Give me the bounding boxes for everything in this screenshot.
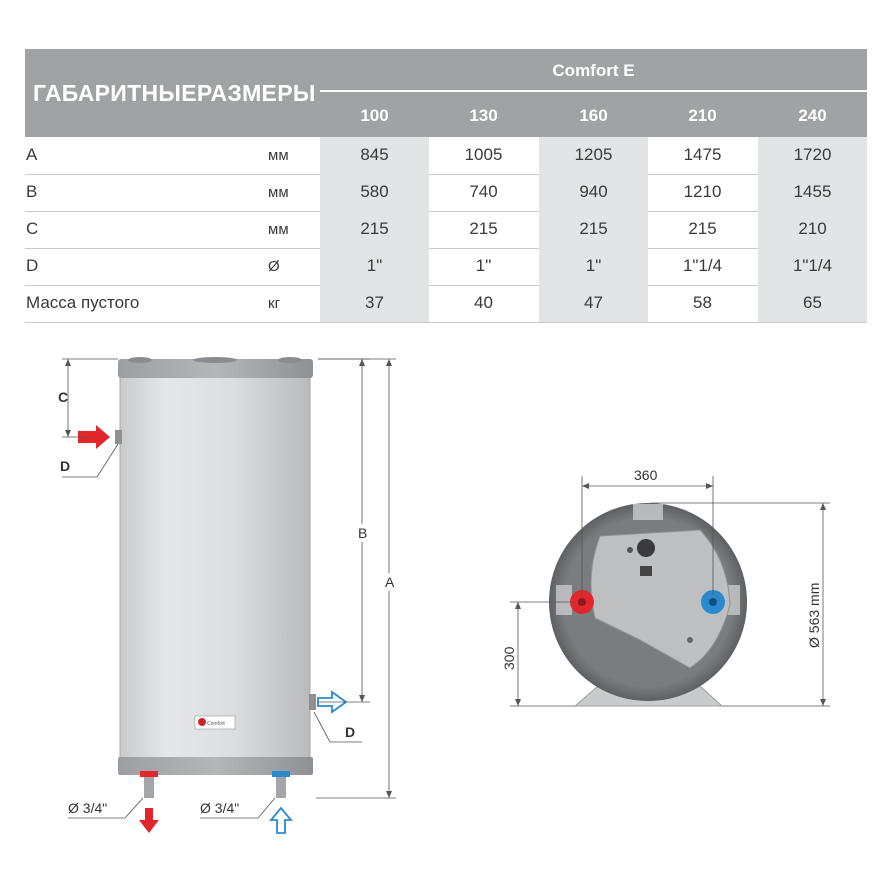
- table-cell: 210: [798, 219, 827, 238]
- pipe-right-label: Ø 3/4": [200, 800, 240, 816]
- row-label: Масса пустого: [26, 293, 140, 312]
- table-cell: 215: [360, 219, 389, 238]
- pipe-left-label: Ø 3/4": [68, 800, 108, 816]
- bottom-view: [501, 467, 830, 706]
- table-cell: 740: [469, 182, 498, 201]
- table-title: ГАБАРИТНЫЕРАЗМЕРЫ: [33, 80, 316, 106]
- tank-body: [120, 372, 310, 760]
- row-label: B: [26, 182, 38, 201]
- cold-inlet-arrow-icon: [271, 808, 291, 833]
- row-label: C: [26, 219, 39, 238]
- dim-label-diameter: Ø 563 mm: [806, 582, 822, 648]
- table-cell: 215: [579, 219, 608, 238]
- dim-label-b: B: [358, 525, 368, 541]
- side-view: [58, 357, 397, 833]
- table-cell: 1": [366, 256, 383, 275]
- table-cell: 940: [579, 182, 608, 201]
- table-cell: 1720: [793, 145, 832, 164]
- table-cell: 1210: [683, 182, 722, 201]
- dim-label-c: C: [58, 389, 69, 405]
- table-cell: 845: [360, 145, 389, 164]
- row-label: A: [26, 145, 38, 164]
- row-unit: Ø: [268, 258, 280, 275]
- table-cell: 1": [585, 256, 602, 275]
- table-cell: 215: [688, 219, 717, 238]
- dim-label-d-bottom: D: [345, 724, 356, 740]
- pipe-right-cold-marker: [272, 771, 290, 777]
- hot-outlet-arrow-icon: [139, 808, 159, 833]
- table-cell: 1455: [793, 182, 832, 201]
- dim-label-360: 360: [634, 467, 658, 483]
- row-unit: мм: [268, 147, 289, 164]
- table-cell: 1005: [464, 145, 503, 164]
- brand-plate-text: Comfort: [207, 721, 225, 727]
- table-cell: 65: [803, 293, 822, 312]
- table-cell: 1"1/4: [792, 256, 833, 275]
- series-name: Comfort E: [552, 61, 635, 80]
- row-unit: мм: [268, 184, 289, 201]
- model-header-130: 130: [469, 106, 498, 125]
- table-cell: 58: [693, 293, 712, 312]
- model-header-210: 210: [688, 106, 717, 125]
- cold-inlet-stub: [309, 694, 316, 710]
- pipe-left-hot-marker: [140, 771, 158, 777]
- table-cell: 1"1/4: [682, 256, 723, 275]
- dim-label-d-top: D: [60, 458, 71, 474]
- model-header-160: 160: [579, 106, 608, 125]
- table-cell: 1475: [683, 145, 722, 164]
- table-cell: 40: [474, 293, 493, 312]
- model-header-100: 100: [360, 106, 389, 125]
- table-cell: 1205: [574, 145, 613, 164]
- row-unit: мм: [268, 221, 289, 238]
- row-label: D: [26, 256, 39, 275]
- table-cell: 37: [365, 293, 384, 312]
- row-unit: кг: [268, 295, 281, 312]
- table-cell: 580: [360, 182, 389, 201]
- thermostat-fitting-icon: [640, 566, 652, 576]
- table-cell: 1": [475, 256, 492, 275]
- hot-outlet-stub: [115, 430, 122, 444]
- anode-fitting-icon: [637, 539, 655, 557]
- dim-label-300: 300: [501, 646, 517, 670]
- dim-label-a: A: [385, 574, 395, 590]
- table-cell: 47: [584, 293, 603, 312]
- table-cell: 215: [469, 219, 498, 238]
- brand-logo-icon: [198, 718, 206, 726]
- model-header-240: 240: [798, 106, 827, 125]
